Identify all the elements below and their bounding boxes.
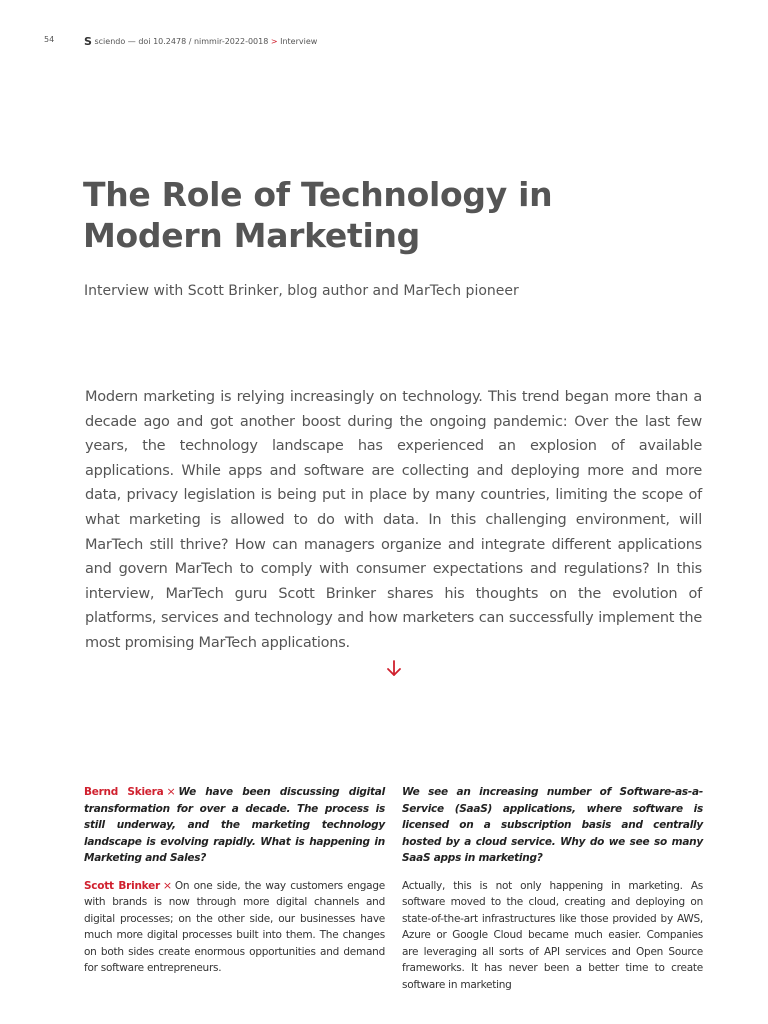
answer-text: On one side, the way customers engage with brands is now through more digital channels and digital processes; on the other side, our businesses have much more digital processes built into them. The changes on both sides create enormous opportunities and demand for software entrepreneurs. xyxy=(84,879,385,974)
running-header xyxy=(40,35,740,47)
x-mark-icon: × xyxy=(166,785,176,798)
answer-text: Actually, this is not only happening in marketing. As software moved to the cloud, creating and deploying on state-of-the-art infrastructures like those provided by AWS, Azure or Google Cloud became much easier. Companies are leveraging all sorts of API services and Open Source frameworks. It has never been a better time to create software in marketing xyxy=(402,879,703,991)
article-title xyxy=(83,174,703,256)
chevron-right-icon: > xyxy=(270,37,278,46)
title-line-2: Modern Marketing xyxy=(83,216,420,255)
question-text: We see an increasing number of Software-as-a-Service (SaaS) applications, where software is licensed on a subscription basis and centrally hosted by a cloud service. Why do we see so many SaaS apps in marketing? xyxy=(402,786,703,864)
x-mark-icon: × xyxy=(162,878,172,892)
interview-column-right xyxy=(402,784,703,1004)
answer-1 xyxy=(84,878,385,977)
question-text: We have been discussing digital transformation for over a decade. The process is still underway, and the marketing technology landscape is evolving rapidly. What is happening in Marketing and Sales? xyxy=(84,786,385,864)
answer-2 xyxy=(402,878,703,994)
doi-text: — doi 10.2478 / nimmir-2022-0018 xyxy=(127,37,269,46)
publisher-name: sciendo xyxy=(94,37,126,46)
article-abstract: Modern marketing is relying increasingly on technology. This trend began more than a decade ago and got another boost during the ongoing pandemic: Over the last few years, the technology landscape has experienced an explosion of available applications. While apps and software are collecting and deploying more and more data, privacy legislation is being put in place by many countries, limiting the scope of what marketing is allowed to do with data. In this challenging environment, will MarTech still thrive? How can managers organize and integrate different applications and govern MarTech to comply with consumer expectations and regulations? In this interview, MarTech guru Scott Brinker shares his thoughts on the evolution of platforms, services and technology and how marketers can successfully implement the most promising MarTech applications. xyxy=(85,389,702,651)
section-link[interactable]: Interview xyxy=(280,37,318,46)
speaker-name: Scott Brinker xyxy=(84,879,160,892)
article-subtitle: Interview with Scott Brinker, blog author and MarTech pioneer xyxy=(84,283,519,299)
interview-column-left xyxy=(84,784,385,988)
question-1 xyxy=(84,784,385,867)
question-2 xyxy=(402,784,703,867)
arrow-down-icon[interactable] xyxy=(385,659,403,679)
page-number: 54 xyxy=(44,35,55,44)
title-line-1: The Role of Technology in xyxy=(83,175,553,214)
sciendo-logo-icon: S xyxy=(84,35,92,48)
header-citation xyxy=(84,35,317,48)
speaker-name: Bernd Skiera xyxy=(84,786,164,798)
